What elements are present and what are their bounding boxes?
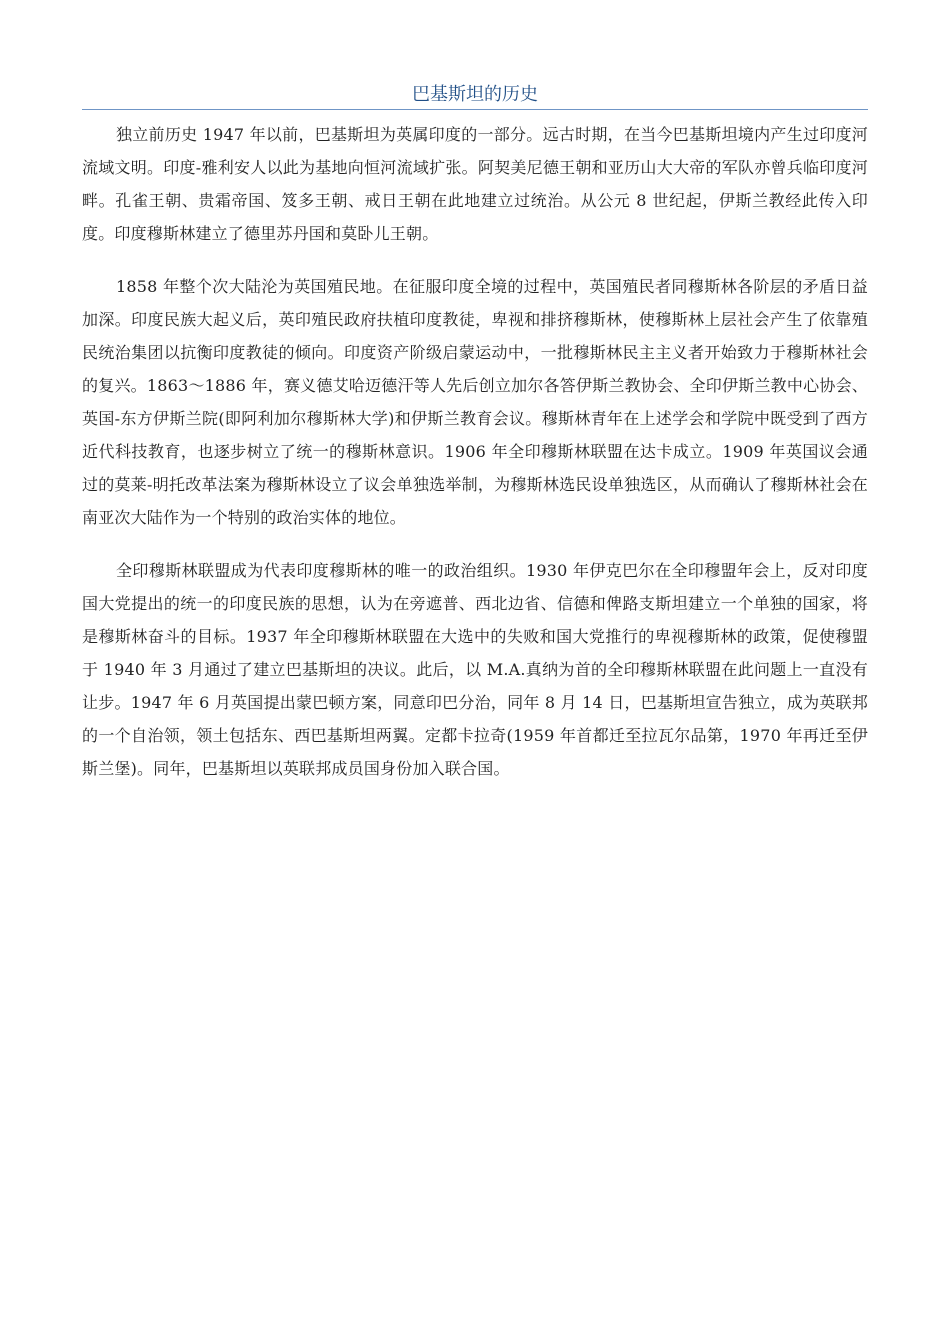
document-title: 巴基斯坦的历史	[412, 84, 538, 105]
paragraph-colonial-period: 1858 年整个次大陆沦为英国殖民地。在征服印度全境的过程中，英国殖民者同穆斯林各阶层的矛盾日益加深。印度民族大起义后，英印殖民政府扶植印度教徒，卑视和排挤穆斯林，使穆斯林上层社会产生了依靠殖民统治集团以抗衡印度教徒的倾向。印度资产阶级启蒙运动中，一批穆斯林民主主义者开始致力于穆斯林社会的复兴。1863～1886 年，赛义德艾哈迈德汗等人先后创立加尔各答伊斯兰教协会、全印伊斯兰教中心协会、英国-东方伊斯兰院(即阿利加尔穆斯林大学)和伊斯兰教育会议。穆斯林青年在上述学会和学院中既受到了西方近代科技教育，也逐步树立了统一的穆斯林意识。1906 年全印穆斯林联盟在达卡成立。1909 年英国议会通过的莫莱-明托改革法案为穆斯林设立了议会单独选举制，为穆斯林选民设单独选区，从而确认了穆斯林社会在南亚次大陆作为一个特别的政治实体的地位。	[82, 277, 868, 527]
document-body	[82, 118, 868, 805]
paragraph-independence: 全印穆斯林联盟成为代表印度穆斯林的唯一的政治组织。1930 年伊克巴尔在全印穆盟年会上，反对印度国大党提出的统一的印度民族的思想，认为在旁遮普、西北边省、信德和俾路支斯坦建立一个单独的国家，将是穆斯林奋斗的目标。1937 年全印穆斯林联盟在大选中的失败和国大党推行的卑视穆斯林的政策，促使穆盟于 1940 年 3 月通过了建立巴基斯坦的决议。此后，以 M.A.真纳为首的全印穆斯林联盟在此问题上一直没有让步。1947 年 6 月英国提出蒙巴顿方案，同意印巴分治，同年 8 月 14 日，巴基斯坦宣告独立，成为英联邦的一个自治领，领土包括东、西巴基斯坦两翼。定都卡拉奇(1959 年首都迁至拉瓦尔品第，1970 年再迁至伊斯兰堡)。同年，巴基斯坦以英联邦成员国身份加入联合国。	[82, 561, 868, 778]
paragraph-pre-independence: 独立前历史 1947 年以前，巴基斯坦为英属印度的一部分。远古时期，在当今巴基斯坦境内产生过印度河流域文明。印度-雅利安人以此为基地向恒河流域扩张。阿契美尼德王朝和亚历山大大帝的军队亦曾兵临印度河畔。孔雀王朝、贵霜帝国、笈多王朝、戒日王朝在此地建立过统治。从公元 8 世纪起，伊斯兰教经此传入印度。印度穆斯林建立了德里苏丹国和莫卧儿王朝。	[82, 125, 868, 243]
title-underline	[82, 109, 868, 110]
